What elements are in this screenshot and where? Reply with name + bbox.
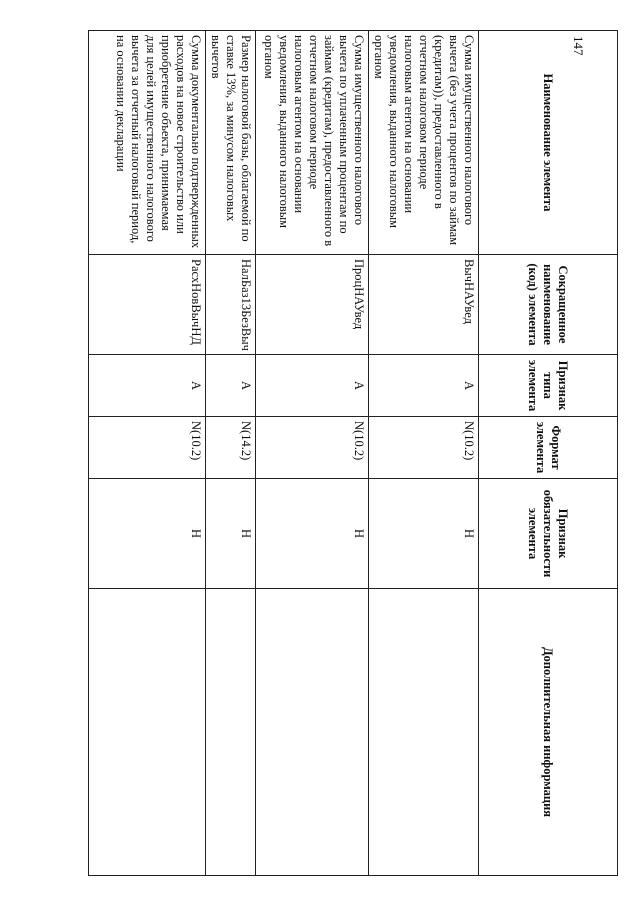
cell-format: N(10.2) [256,417,369,479]
cell-info [369,589,479,876]
cell-format: N(10.2) [369,417,479,479]
cell-format: N(10.2) [89,417,206,479]
cell-required: Н [206,479,256,589]
cell-info [206,589,256,876]
cell-name: Сумма документально подтвержденных расходов на новое строительство или приобретение объекта, принимаемая для целей имущественного налогового вычета за отчетный налоговый период, на основании декларации [89,31,206,255]
header-code: Сокращенное наименование (код) элемента [479,255,618,355]
header-required: Признак обязательности элемента [479,479,618,589]
cell-code: ПроцНАУвед [256,255,369,355]
table-row [369,31,479,876]
header-name: Наименование элемента [479,31,618,255]
cell-type: А [256,355,369,417]
rotated-page-content [82,30,618,875]
header-type: Признак типа элемента [479,355,618,417]
cell-code: ВычНАУвед [369,255,479,355]
cell-required: Н [369,479,479,589]
cell-name: Сумма имущественного налогового вычета (без учета процентов по займам (кредитам)), предоставленного в отчетном налоговом периоде налоговым агентом на основании уведомления, выданного налоговым органом [369,31,479,255]
cell-name: Сумма имущественного налогового вычета по уплаченным процентам по займам (кредитам), предоставленного в отчетном налоговом периоде налоговым агентом на основании уведомления, выданного налоговым органом [256,31,369,255]
table-row [89,31,206,876]
cell-name: Размер налоговой базы, облагаемой по ставке 13%, за минусом налоговых вычетов [206,31,256,255]
header-info: Дополнительная информация [479,589,618,876]
elements-table [88,30,618,876]
cell-required: Н [256,479,369,589]
cell-required: Н [89,479,206,589]
cell-code: НалБаз13БезВыч [206,255,256,355]
page-number: 147 [571,36,586,56]
cell-format: N(14.2) [206,417,256,479]
cell-type: А [369,355,479,417]
cell-info [89,589,206,876]
header-format: Формат элемента [479,417,618,479]
table-row [206,31,256,876]
cell-type: А [206,355,256,417]
cell-code: РасхНовВычНД [89,255,206,355]
cell-info [256,589,369,876]
cell-type: А [89,355,206,417]
table-row [256,31,369,876]
table-header-row [479,31,618,876]
